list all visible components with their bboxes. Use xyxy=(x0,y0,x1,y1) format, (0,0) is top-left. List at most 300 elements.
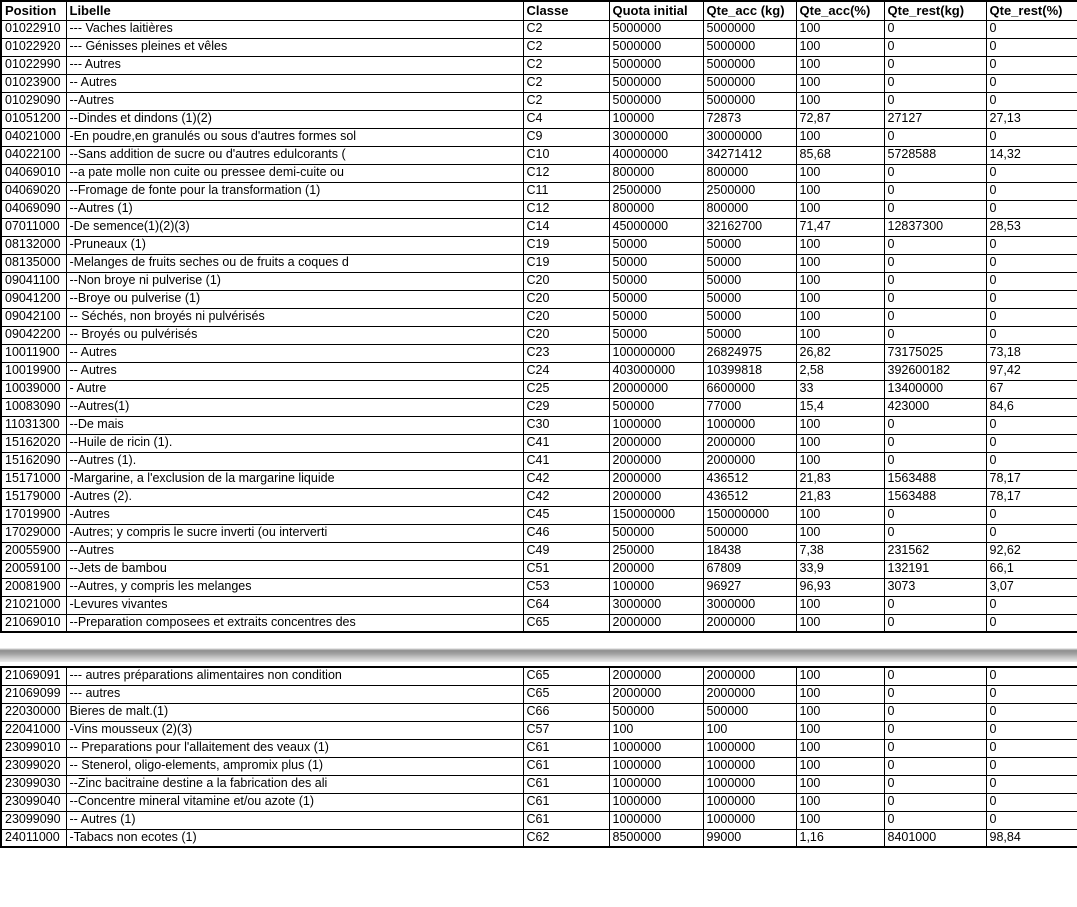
cell-quota_initial: 2000000 xyxy=(609,470,703,488)
cell-qte_rest_kg: 0 xyxy=(884,685,986,703)
table-header xyxy=(1,1,1077,20)
cell-qte_rest_kg: 1563488 xyxy=(884,470,986,488)
cell-qte_acc_pct: 100 xyxy=(796,308,884,326)
cell-qte_rest_pct: 3,07 xyxy=(986,578,1077,596)
cell-position: 15171000 xyxy=(1,470,66,488)
table-row xyxy=(1,380,1077,398)
table-row xyxy=(1,398,1077,416)
cell-qte_acc_pct: 100 xyxy=(796,74,884,92)
cell-position: 01022920 xyxy=(1,38,66,56)
cell-qte_acc_kg: 436512 xyxy=(703,488,796,506)
cell-quota_initial: 50000 xyxy=(609,308,703,326)
cell-quota_initial: 100000 xyxy=(609,578,703,596)
cell-quota_initial: 40000000 xyxy=(609,146,703,164)
cell-quota_initial: 45000000 xyxy=(609,218,703,236)
cell-quota_initial: 50000 xyxy=(609,290,703,308)
table-row xyxy=(1,164,1077,182)
cell-quota_initial: 2000000 xyxy=(609,667,703,685)
cell-qte_acc_kg: 67809 xyxy=(703,560,796,578)
table-divider xyxy=(0,648,1077,662)
cell-libelle: -Autres xyxy=(66,506,523,524)
cell-libelle: --Zinc bacitraine destine a la fabrication des ali xyxy=(66,775,523,793)
column-header-classe: Classe xyxy=(523,1,609,20)
cell-qte_rest_kg: 0 xyxy=(884,452,986,470)
table-row xyxy=(1,578,1077,596)
table-row xyxy=(1,524,1077,542)
column-header-qte_acc_pct: Qte_acc(%) xyxy=(796,1,884,20)
cell-qte_rest_kg: 0 xyxy=(884,614,986,632)
cell-position: 10019900 xyxy=(1,362,66,380)
cell-position: 23099010 xyxy=(1,739,66,757)
cell-qte_rest_pct: 0 xyxy=(986,524,1077,542)
table-row xyxy=(1,703,1077,721)
cell-libelle: -- Broyés ou pulvérisés xyxy=(66,326,523,344)
cell-quota_initial: 100 xyxy=(609,721,703,739)
cell-qte_acc_kg: 2000000 xyxy=(703,452,796,470)
cell-qte_acc_kg: 500000 xyxy=(703,524,796,542)
cell-qte_acc_pct: 26,82 xyxy=(796,344,884,362)
cell-classe: C20 xyxy=(523,326,609,344)
cell-quota_initial: 5000000 xyxy=(609,74,703,92)
cell-qte_rest_kg: 0 xyxy=(884,272,986,290)
cell-classe: C23 xyxy=(523,344,609,362)
cell-qte_acc_pct: 100 xyxy=(796,56,884,74)
table-row xyxy=(1,416,1077,434)
cell-qte_rest_kg: 0 xyxy=(884,308,986,326)
cell-position: 20055900 xyxy=(1,542,66,560)
cell-qte_acc_pct: 100 xyxy=(796,128,884,146)
cell-classe: C25 xyxy=(523,380,609,398)
cell-qte_rest_pct: 0 xyxy=(986,56,1077,74)
cell-qte_acc_pct: 33,9 xyxy=(796,560,884,578)
table-row xyxy=(1,308,1077,326)
cell-position: 15179000 xyxy=(1,488,66,506)
cell-qte_acc_pct: 100 xyxy=(796,236,884,254)
cell-classe: C20 xyxy=(523,290,609,308)
cell-libelle: -En poudre,en granulés ou sous d'autres formes sol xyxy=(66,128,523,146)
cell-qte_rest_kg: 0 xyxy=(884,56,986,74)
cell-libelle: -Tabacs non ecotes (1) xyxy=(66,829,523,847)
table-row xyxy=(1,829,1077,847)
cell-qte_acc_kg: 50000 xyxy=(703,254,796,272)
cell-quota_initial: 800000 xyxy=(609,164,703,182)
cell-libelle: --Autres xyxy=(66,92,523,110)
cell-libelle: -- Autres xyxy=(66,344,523,362)
cell-qte_acc_kg: 96927 xyxy=(703,578,796,596)
cell-libelle: --Huile de ricin (1). xyxy=(66,434,523,452)
cell-qte_rest_kg: 8401000 xyxy=(884,829,986,847)
cell-libelle: --a pate molle non cuite ou pressee demi-cuite ou xyxy=(66,164,523,182)
cell-qte_rest_pct: 0 xyxy=(986,74,1077,92)
cell-qte_acc_kg: 34271412 xyxy=(703,146,796,164)
cell-libelle: --Jets de bambou xyxy=(66,560,523,578)
cell-libelle: --- Vaches laitières xyxy=(66,20,523,38)
cell-qte_rest_pct: 0 xyxy=(986,182,1077,200)
cell-position: 10011900 xyxy=(1,344,66,362)
cell-qte_acc_kg: 1000000 xyxy=(703,811,796,829)
cell-qte_rest_pct: 0 xyxy=(986,236,1077,254)
cell-libelle: --Fromage de fonte pour la transformation (1) xyxy=(66,182,523,200)
cell-qte_rest_kg: 0 xyxy=(884,92,986,110)
cell-position: 21069010 xyxy=(1,614,66,632)
cell-qte_rest_pct: 0 xyxy=(986,326,1077,344)
cell-libelle: --Non broye ni pulverise (1) xyxy=(66,272,523,290)
cell-qte_acc_kg: 800000 xyxy=(703,200,796,218)
cell-quota_initial: 20000000 xyxy=(609,380,703,398)
header-row xyxy=(1,1,1077,20)
table-row xyxy=(1,56,1077,74)
cell-qte_rest_pct: 0 xyxy=(986,667,1077,685)
table-row xyxy=(1,272,1077,290)
cell-qte_acc_kg: 99000 xyxy=(703,829,796,847)
cell-qte_rest_kg: 0 xyxy=(884,524,986,542)
cell-libelle: -Melanges de fruits seches ou de fruits a coques d xyxy=(66,254,523,272)
cell-qte_rest_kg: 0 xyxy=(884,667,986,685)
cell-libelle: -- Autres xyxy=(66,74,523,92)
column-header-qte_acc_kg: Qte_acc (kg) xyxy=(703,1,796,20)
cell-qte_rest_pct: 78,17 xyxy=(986,470,1077,488)
cell-classe: C41 xyxy=(523,452,609,470)
cell-qte_rest_kg: 0 xyxy=(884,74,986,92)
cell-classe: C19 xyxy=(523,236,609,254)
cell-qte_acc_kg: 500000 xyxy=(703,703,796,721)
cell-position: 24011000 xyxy=(1,829,66,847)
cell-qte_acc_pct: 100 xyxy=(796,739,884,757)
cell-qte_acc_pct: 100 xyxy=(796,434,884,452)
cell-qte_rest_pct: 0 xyxy=(986,703,1077,721)
cell-quota_initial: 200000 xyxy=(609,560,703,578)
cell-qte_rest_pct: 14,32 xyxy=(986,146,1077,164)
cell-libelle: -Levures vivantes xyxy=(66,596,523,614)
cell-qte_acc_kg: 2000000 xyxy=(703,685,796,703)
cell-quota_initial: 50000 xyxy=(609,326,703,344)
cell-qte_acc_pct: 100 xyxy=(796,38,884,56)
cell-quota_initial: 250000 xyxy=(609,542,703,560)
cell-qte_rest_kg: 0 xyxy=(884,290,986,308)
cell-qte_rest_pct: 0 xyxy=(986,272,1077,290)
cell-qte_acc_pct: 100 xyxy=(796,596,884,614)
cell-qte_rest_kg: 0 xyxy=(884,236,986,254)
cell-position: 15162020 xyxy=(1,434,66,452)
cell-qte_rest_pct: 0 xyxy=(986,164,1077,182)
cell-classe: C46 xyxy=(523,524,609,542)
cell-quota_initial: 2500000 xyxy=(609,182,703,200)
cell-classe: C14 xyxy=(523,218,609,236)
table-row xyxy=(1,470,1077,488)
cell-classe: C29 xyxy=(523,398,609,416)
cell-quota_initial: 2000000 xyxy=(609,452,703,470)
cell-position: 15162090 xyxy=(1,452,66,470)
cell-qte_acc_pct: 7,38 xyxy=(796,542,884,560)
cell-qte_rest_pct: 0 xyxy=(986,92,1077,110)
cell-libelle: --- Génisses pleines et vêles xyxy=(66,38,523,56)
cell-position: 17029000 xyxy=(1,524,66,542)
cell-qte_rest_kg: 73175025 xyxy=(884,344,986,362)
cell-classe: C65 xyxy=(523,667,609,685)
cell-libelle: -- Séchés, non broyés ni pulvérisés xyxy=(66,308,523,326)
column-header-qte_rest_kg: Qte_rest(kg) xyxy=(884,1,986,20)
cell-qte_acc_kg: 3000000 xyxy=(703,596,796,614)
cell-qte_rest_kg: 0 xyxy=(884,775,986,793)
cell-qte_acc_kg: 50000 xyxy=(703,272,796,290)
cell-qte_rest_kg: 13400000 xyxy=(884,380,986,398)
cell-qte_rest_kg: 0 xyxy=(884,757,986,775)
cell-position: 07011000 xyxy=(1,218,66,236)
table-row xyxy=(1,290,1077,308)
table-row xyxy=(1,38,1077,56)
cell-classe: C61 xyxy=(523,739,609,757)
cell-qte_acc_pct: 21,83 xyxy=(796,488,884,506)
cell-position: 21069091 xyxy=(1,667,66,685)
cell-qte_acc_kg: 50000 xyxy=(703,326,796,344)
cell-libelle: --Sans addition de sucre ou d'autres edulcorants ( xyxy=(66,146,523,164)
cell-position: 23099040 xyxy=(1,793,66,811)
cell-qte_acc_pct: 100 xyxy=(796,811,884,829)
table-row xyxy=(1,128,1077,146)
cell-qte_rest_kg: 231562 xyxy=(884,542,986,560)
cell-classe: C4 xyxy=(523,110,609,128)
cell-qte_rest_kg: 132191 xyxy=(884,560,986,578)
cell-qte_rest_kg: 0 xyxy=(884,164,986,182)
cell-libelle: --De mais xyxy=(66,416,523,434)
cell-libelle: --Autres (1) xyxy=(66,200,523,218)
cell-qte_rest_pct: 0 xyxy=(986,506,1077,524)
cell-position: 09042200 xyxy=(1,326,66,344)
cell-qte_rest_kg: 5728588 xyxy=(884,146,986,164)
cell-libelle: --Autres(1) xyxy=(66,398,523,416)
cell-libelle: --- Autres xyxy=(66,56,523,74)
cell-qte_rest_pct: 0 xyxy=(986,200,1077,218)
cell-qte_rest_kg: 0 xyxy=(884,739,986,757)
table-row xyxy=(1,434,1077,452)
cell-classe: C20 xyxy=(523,272,609,290)
cell-qte_rest_pct: 0 xyxy=(986,452,1077,470)
column-header-quota_initial: Quota initial xyxy=(609,1,703,20)
cell-quota_initial: 500000 xyxy=(609,524,703,542)
cell-qte_acc_pct: 100 xyxy=(796,164,884,182)
cell-qte_acc_pct: 100 xyxy=(796,506,884,524)
cell-quota_initial: 1000000 xyxy=(609,739,703,757)
cell-qte_rest_pct: 28,53 xyxy=(986,218,1077,236)
cell-libelle: - Autre xyxy=(66,380,523,398)
table-row xyxy=(1,667,1077,685)
cell-classe: C9 xyxy=(523,128,609,146)
cell-qte_rest_kg: 0 xyxy=(884,20,986,38)
cell-qte_rest_pct: 0 xyxy=(986,416,1077,434)
cell-qte_rest_kg: 0 xyxy=(884,326,986,344)
cell-qte_acc_kg: 50000 xyxy=(703,308,796,326)
cell-quota_initial: 5000000 xyxy=(609,20,703,38)
cell-libelle: --Concentre mineral vitamine et/ou azote (1) xyxy=(66,793,523,811)
cell-classe: C65 xyxy=(523,614,609,632)
cell-libelle: --Dindes et dindons (1)(2) xyxy=(66,110,523,128)
cell-classe: C2 xyxy=(523,74,609,92)
cell-libelle: --Autres (1). xyxy=(66,452,523,470)
table-row xyxy=(1,775,1077,793)
cell-qte_rest_kg: 0 xyxy=(884,182,986,200)
cell-qte_acc_pct: 100 xyxy=(796,20,884,38)
cell-qte_acc_pct: 100 xyxy=(796,254,884,272)
cell-libelle: -Margarine, a l'exclusion de la margarine liquide xyxy=(66,470,523,488)
cell-quota_initial: 800000 xyxy=(609,200,703,218)
cell-qte_acc_kg: 1000000 xyxy=(703,739,796,757)
cell-qte_acc_pct: 100 xyxy=(796,416,884,434)
cell-classe: C65 xyxy=(523,685,609,703)
cell-qte_acc_kg: 2000000 xyxy=(703,667,796,685)
table-row xyxy=(1,739,1077,757)
cell-qte_acc_kg: 2500000 xyxy=(703,182,796,200)
cell-qte_acc_kg: 5000000 xyxy=(703,20,796,38)
cell-qte_acc_pct: 33 xyxy=(796,380,884,398)
cell-quota_initial: 100000000 xyxy=(609,344,703,362)
table-row xyxy=(1,560,1077,578)
cell-qte_acc_pct: 15,4 xyxy=(796,398,884,416)
cell-qte_rest_pct: 0 xyxy=(986,685,1077,703)
cell-position: 01029090 xyxy=(1,92,66,110)
table-row xyxy=(1,146,1077,164)
cell-position: 20059100 xyxy=(1,560,66,578)
cell-position: 09041100 xyxy=(1,272,66,290)
cell-qte_acc_pct: 85,68 xyxy=(796,146,884,164)
table-row xyxy=(1,793,1077,811)
cell-qte_acc_pct: 2,58 xyxy=(796,362,884,380)
cell-libelle: -Pruneaux (1) xyxy=(66,236,523,254)
cell-qte_rest_pct: 67 xyxy=(986,380,1077,398)
cell-position: 08132000 xyxy=(1,236,66,254)
quota-table-lower xyxy=(0,666,1077,848)
cell-classe: C49 xyxy=(523,542,609,560)
cell-libelle: -Vins mousseux (2)(3) xyxy=(66,721,523,739)
cell-libelle: --- autres xyxy=(66,685,523,703)
cell-position: 20081900 xyxy=(1,578,66,596)
cell-qte_acc_kg: 5000000 xyxy=(703,74,796,92)
table-row xyxy=(1,757,1077,775)
cell-libelle: -Autres; y compris le sucre inverti (ou interverti xyxy=(66,524,523,542)
cell-qte_rest_pct: 0 xyxy=(986,596,1077,614)
cell-quota_initial: 150000000 xyxy=(609,506,703,524)
cell-qte_rest_pct: 0 xyxy=(986,38,1077,56)
cell-qte_rest_pct: 0 xyxy=(986,775,1077,793)
cell-classe: C20 xyxy=(523,308,609,326)
cell-qte_acc_kg: 2000000 xyxy=(703,434,796,452)
cell-qte_rest_pct: 0 xyxy=(986,793,1077,811)
cell-qte_rest_kg: 0 xyxy=(884,254,986,272)
cell-qte_rest_pct: 0 xyxy=(986,290,1077,308)
cell-quota_initial: 30000000 xyxy=(609,128,703,146)
cell-qte_rest_kg: 0 xyxy=(884,703,986,721)
cell-position: 01051200 xyxy=(1,110,66,128)
cell-qte_rest_pct: 0 xyxy=(986,254,1077,272)
cell-classe: C62 xyxy=(523,829,609,847)
cell-qte_acc_kg: 6600000 xyxy=(703,380,796,398)
cell-qte_rest_kg: 1563488 xyxy=(884,488,986,506)
cell-qte_acc_pct: 100 xyxy=(796,290,884,308)
cell-qte_rest_pct: 84,6 xyxy=(986,398,1077,416)
cell-qte_acc_pct: 100 xyxy=(796,614,884,632)
cell-quota_initial: 2000000 xyxy=(609,685,703,703)
cell-qte_rest_kg: 0 xyxy=(884,596,986,614)
table-row xyxy=(1,721,1077,739)
cell-qte_acc_pct: 100 xyxy=(796,685,884,703)
cell-quota_initial: 1000000 xyxy=(609,416,703,434)
cell-quota_initial: 2000000 xyxy=(609,434,703,452)
cell-qte_acc_pct: 100 xyxy=(796,721,884,739)
cell-classe: C11 xyxy=(523,182,609,200)
cell-classe: C41 xyxy=(523,434,609,452)
cell-position: 04069020 xyxy=(1,182,66,200)
cell-classe: C51 xyxy=(523,560,609,578)
cell-quota_initial: 5000000 xyxy=(609,56,703,74)
table-row xyxy=(1,344,1077,362)
cell-position: 04069010 xyxy=(1,164,66,182)
cell-classe: C64 xyxy=(523,596,609,614)
cell-qte_acc_kg: 436512 xyxy=(703,470,796,488)
table-row xyxy=(1,110,1077,128)
cell-qte_acc_kg: 2000000 xyxy=(703,614,796,632)
cell-classe: C42 xyxy=(523,488,609,506)
cell-position: 04069090 xyxy=(1,200,66,218)
cell-classe: C24 xyxy=(523,362,609,380)
cell-position: 23099020 xyxy=(1,757,66,775)
cell-qte_rest_pct: 97,42 xyxy=(986,362,1077,380)
table-row xyxy=(1,74,1077,92)
cell-quota_initial: 3000000 xyxy=(609,596,703,614)
cell-qte_rest_pct: 0 xyxy=(986,739,1077,757)
cell-qte_rest_kg: 3073 xyxy=(884,578,986,596)
cell-quota_initial: 403000000 xyxy=(609,362,703,380)
cell-libelle: Bieres de malt.(1) xyxy=(66,703,523,721)
cell-qte_acc_kg: 800000 xyxy=(703,164,796,182)
cell-position: 11031300 xyxy=(1,416,66,434)
table-row xyxy=(1,506,1077,524)
cell-position: 22041000 xyxy=(1,721,66,739)
cell-qte_rest_pct: 0 xyxy=(986,721,1077,739)
cell-position: 09042100 xyxy=(1,308,66,326)
cell-qte_rest_pct: 78,17 xyxy=(986,488,1077,506)
cell-classe: C61 xyxy=(523,811,609,829)
cell-quota_initial: 8500000 xyxy=(609,829,703,847)
table-row xyxy=(1,254,1077,272)
cell-classe: C53 xyxy=(523,578,609,596)
cell-qte_acc_pct: 100 xyxy=(796,524,884,542)
cell-quota_initial: 500000 xyxy=(609,703,703,721)
cell-qte_acc_pct: 100 xyxy=(796,326,884,344)
cell-qte_rest_kg: 0 xyxy=(884,811,986,829)
cell-quota_initial: 1000000 xyxy=(609,757,703,775)
cell-qte_acc_pct: 96,93 xyxy=(796,578,884,596)
cell-classe: C12 xyxy=(523,200,609,218)
table-row xyxy=(1,92,1077,110)
cell-position: 21069099 xyxy=(1,685,66,703)
cell-qte_acc_pct: 100 xyxy=(796,272,884,290)
cell-classe: C42 xyxy=(523,470,609,488)
cell-qte_acc_kg: 26824975 xyxy=(703,344,796,362)
cell-position: 17019900 xyxy=(1,506,66,524)
cell-qte_acc_pct: 100 xyxy=(796,667,884,685)
cell-quota_initial: 1000000 xyxy=(609,793,703,811)
cell-classe: C61 xyxy=(523,775,609,793)
cell-qte_rest_pct: 0 xyxy=(986,811,1077,829)
cell-qte_rest_kg: 0 xyxy=(884,128,986,146)
cell-qte_rest_pct: 0 xyxy=(986,20,1077,38)
cell-classe: C57 xyxy=(523,721,609,739)
table-row xyxy=(1,326,1077,344)
cell-qte_acc_kg: 5000000 xyxy=(703,56,796,74)
cell-qte_rest_pct: 0 xyxy=(986,614,1077,632)
cell-classe: C2 xyxy=(523,38,609,56)
cell-position: 01022910 xyxy=(1,20,66,38)
table-row xyxy=(1,596,1077,614)
